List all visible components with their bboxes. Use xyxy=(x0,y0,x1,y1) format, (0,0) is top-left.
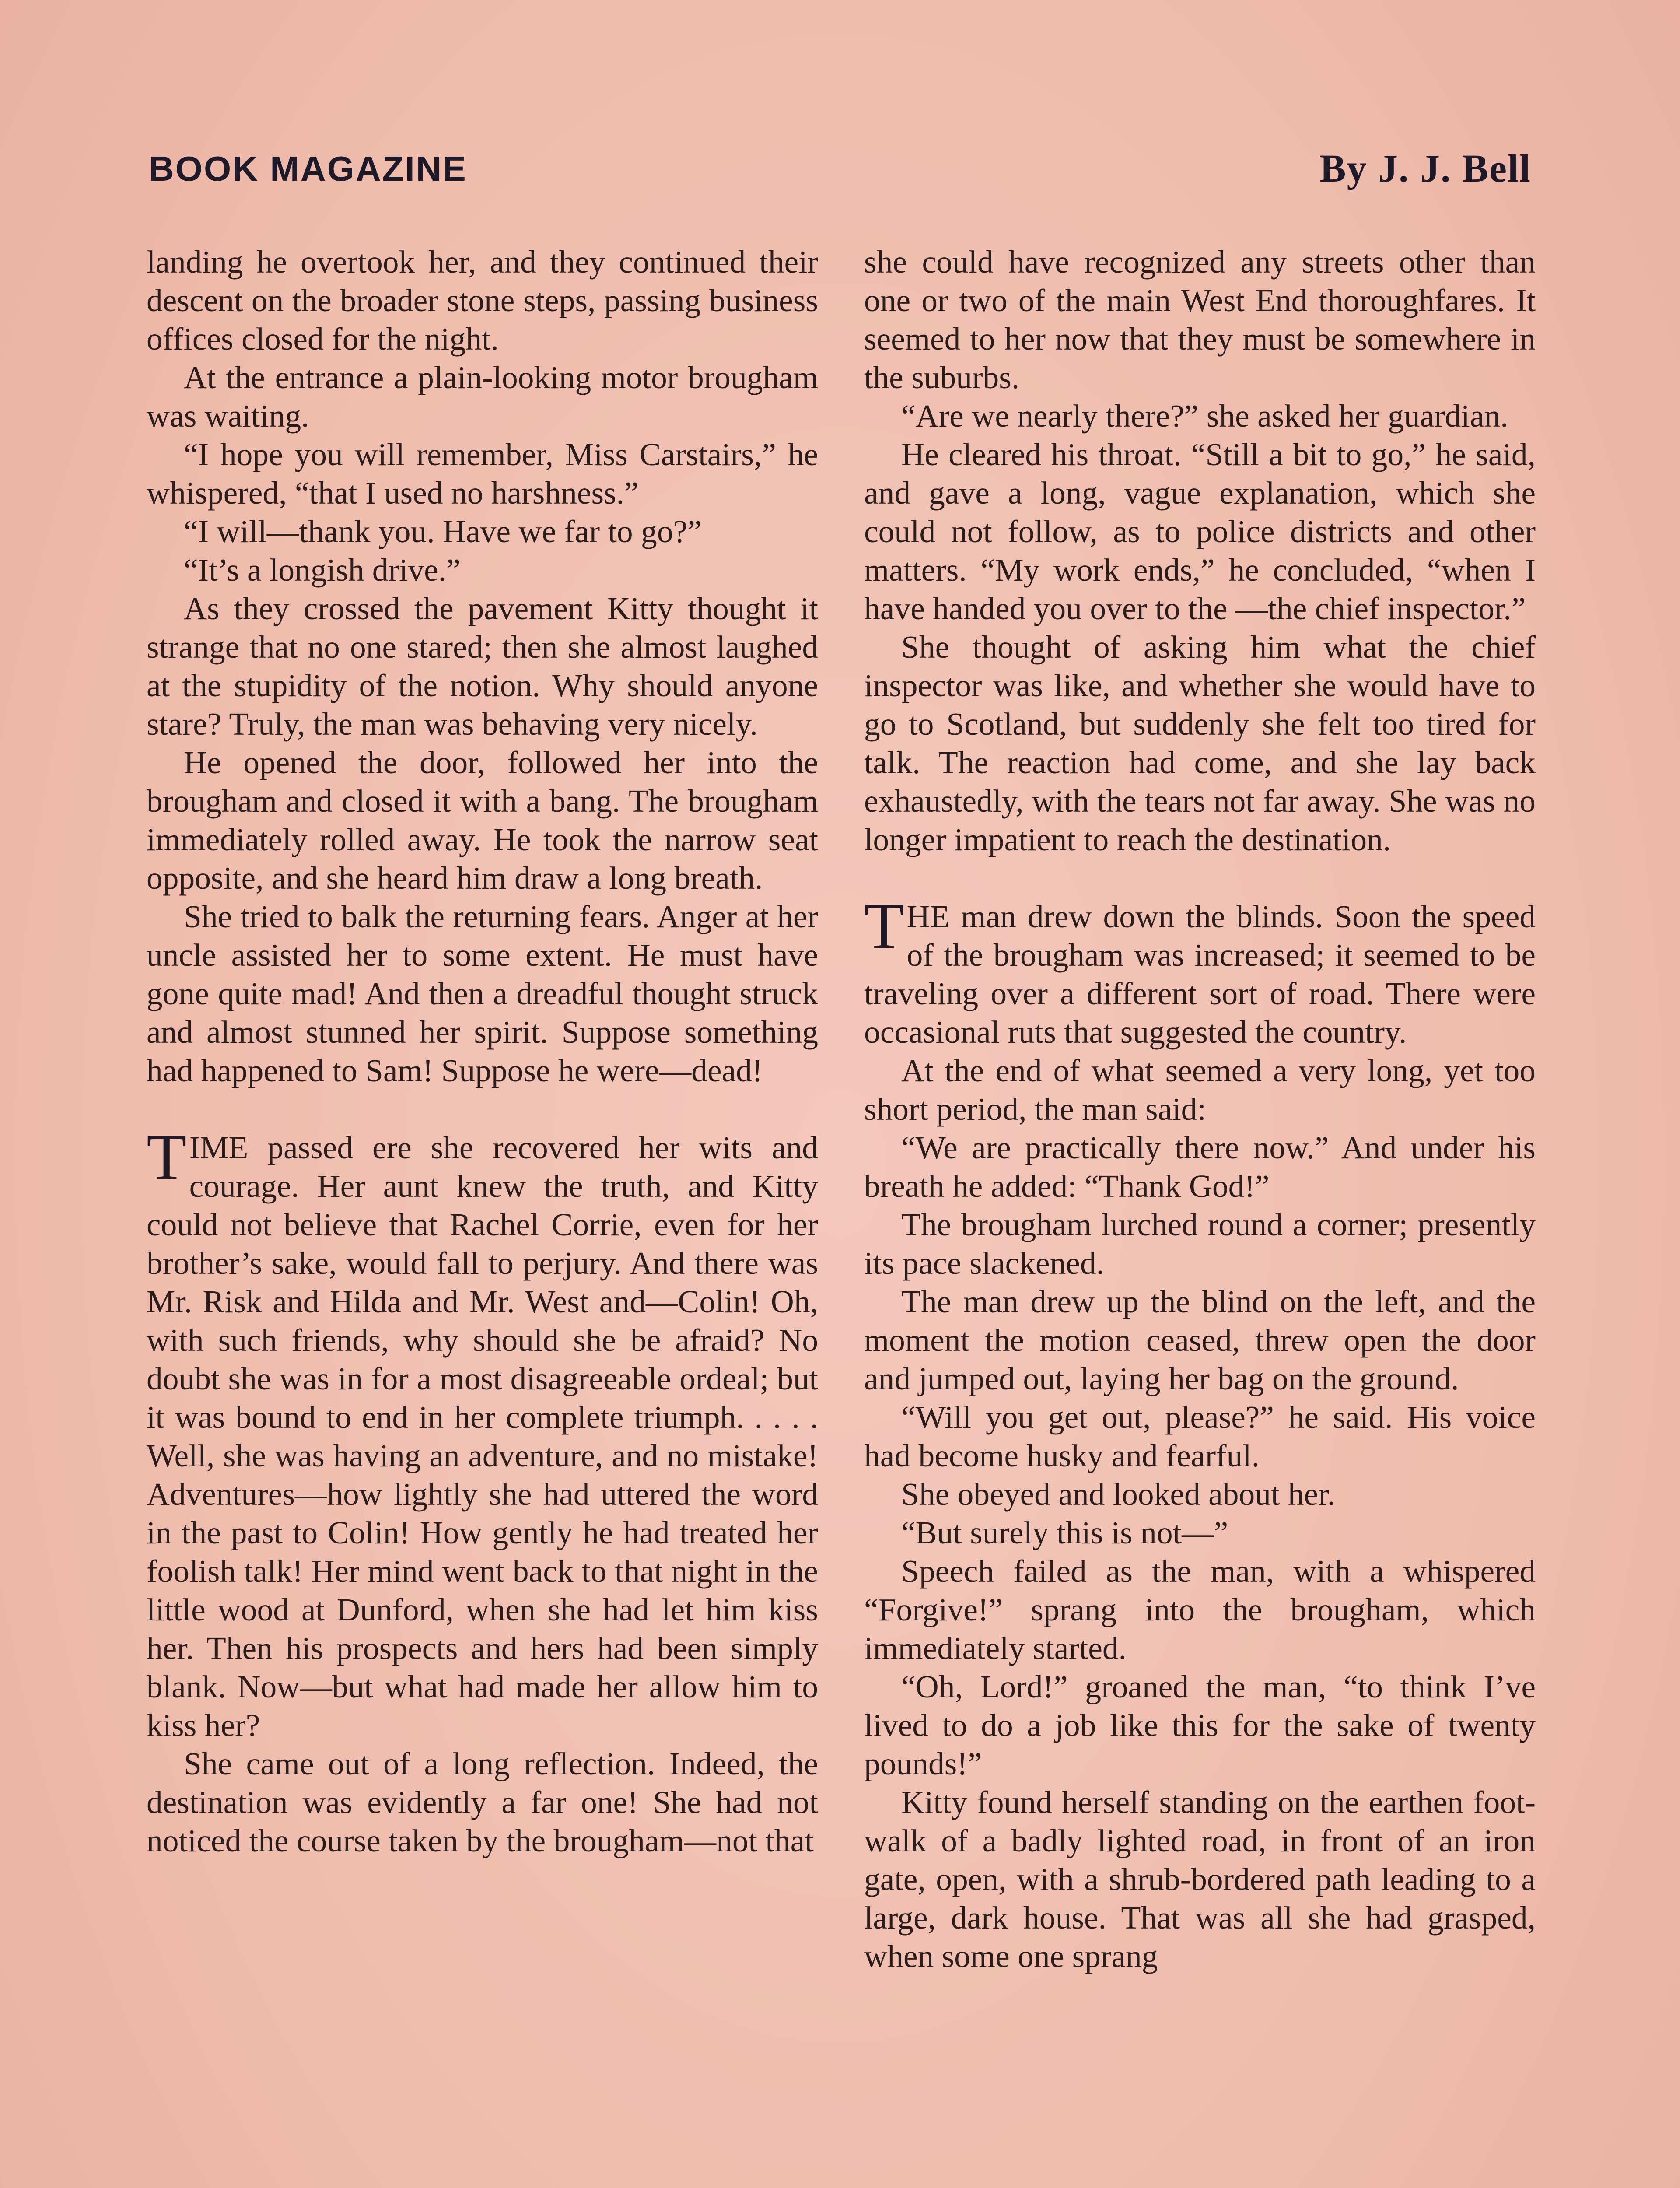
left-column xyxy=(147,243,818,1860)
section-start-paragraph xyxy=(864,890,1536,1052)
paragraph: “But surely this is not—” xyxy=(901,1515,1228,1550)
paragraph: The man drew up the blind on the left, and the moment the motion ceased, threw open the door and jumped out, laying her bag on the ground. xyxy=(864,1284,1536,1396)
paragraph: He cleared his throat. “Still a bit to go,” he said, and gave a long, vague explanation, which she could not follow, as to police districts and other matters. “My work ends,” he concluded, “when I have handed you over to the —the chief inspector.” xyxy=(864,437,1536,626)
paragraph: “We are practically there now.” And under his breath he added: “Thank God!” xyxy=(864,1130,1536,1204)
paragraph: She thought of asking him what the chief inspector was like, and whether she would have to go to Scotland, but suddenly she felt too tired for talk. The reaction had come, and she lay back exhaustedly, with the tears not far away. She was no longer impatient to reach the destination. xyxy=(864,629,1536,857)
paragraph-text: HE man drew down the blinds. Soon the speed of the brougham was increased; it seemed to be traveling over a different sort of road. There were occasional ruts that suggested the country. xyxy=(864,899,1536,1050)
section-start-paragraph xyxy=(147,1121,818,1745)
paragraph: “It’s a longish drive.” xyxy=(184,552,461,588)
paragraph: Kitty found herself standing on the earthen foot-walk of a badly lighted road, in front of an iron gate, open, with a shrub-bordered path leading to a large, dark house. That was all she had grasped, when some one sprang xyxy=(864,1785,1536,1974)
paragraph: The brougham lurched round a corner; presently its pace slackened. xyxy=(864,1207,1536,1281)
running-header xyxy=(149,149,1531,197)
author-byline: By J. J. Bell xyxy=(1320,147,1531,190)
paragraph: He opened the door, followed her into the brougham and closed it with a bang. The brougham immediately rolled away. He took the narrow seat opposite, and she heard him draw a long breath. xyxy=(147,745,818,896)
paragraph: She came out of a long reflection. Indeed, the destination was evidently a far one! She had not noticed the course taken by the brougham—not that xyxy=(147,1746,818,1858)
paragraph: “Will you get out, please?” he said. His voice had become husky and fearful. xyxy=(864,1399,1536,1473)
paragraph: “I will—thank you. Have we far to go?” xyxy=(184,514,702,549)
paragraph: At the entrance a plain-looking motor brougham was waiting. xyxy=(147,360,818,434)
paragraph-text: IME passed ere she recovered her wits and courage. Her aunt knew the truth, and Kitty could not believe that Rachel Corrie, even for her brother’s sake, would fall to perjury. And there was Mr. Risk and Hilda and Mr. West and—Colin! Oh, with such friends, why should she be afraid? No doubt she was in for a most disagreeable ordeal; but it was bound to end in her complete triumph. . . . . Well, she was having an adventure, and no mistake! Adventures—how lightly she had uttered the word in the past to Colin! How gently he had treated her foolish talk! Her mind went back to that night in the little wood at Dunford, when she had let him kiss her. Then his prospects and hers had been simply blank. Now—but what had made her allow him to kiss her? xyxy=(147,1130,818,1743)
paragraph: she could have recognized any streets other than one or two of the main West End thoroughfares. It seemed to her now that they must be somewhere in the suburbs. xyxy=(864,244,1536,395)
paragraph: As they crossed the pavement Kitty thought it strange that no one stared; then she almost laughed at the stupidity of the notion. Why should anyone stare? Truly, the man was behaving very nicely. xyxy=(147,591,818,742)
right-column xyxy=(864,243,1536,1976)
paragraph: landing he overtook her, and they continued their descent on the broader stone steps, passing business offices closed for the night. xyxy=(147,244,818,357)
paragraph: “Oh, Lord!” groaned the man, “to think I’ve lived to do a job like this for the sake of twenty pounds!” xyxy=(864,1669,1536,1781)
drop-cap: T xyxy=(147,1121,187,1193)
paragraph: Speech failed as the man, with a whispered “Forgive!” sprang into the brougham, which immediately started. xyxy=(864,1553,1536,1666)
paragraph: “I hope you will remember, Miss Carstairs,” he whispered, “that I used no harshness.” xyxy=(147,437,818,511)
paragraph: She tried to balk the returning fears. Anger at her uncle assisted her to some extent. He must have gone quite mad! And then a dreadful thought struck and almost stunned her spirit. Suppose something had happened to Sam! Suppose he were—dead! xyxy=(147,899,818,1088)
paragraph: At the end of what seemed a very long, yet too short period, the man said: xyxy=(864,1053,1536,1127)
paragraph: “Are we nearly there?” she asked her guardian. xyxy=(901,398,1508,434)
magazine-title: BOOK MAGAZINE xyxy=(149,149,467,188)
drop-cap: T xyxy=(864,890,904,962)
paragraph: She obeyed and looked about her. xyxy=(901,1476,1335,1512)
